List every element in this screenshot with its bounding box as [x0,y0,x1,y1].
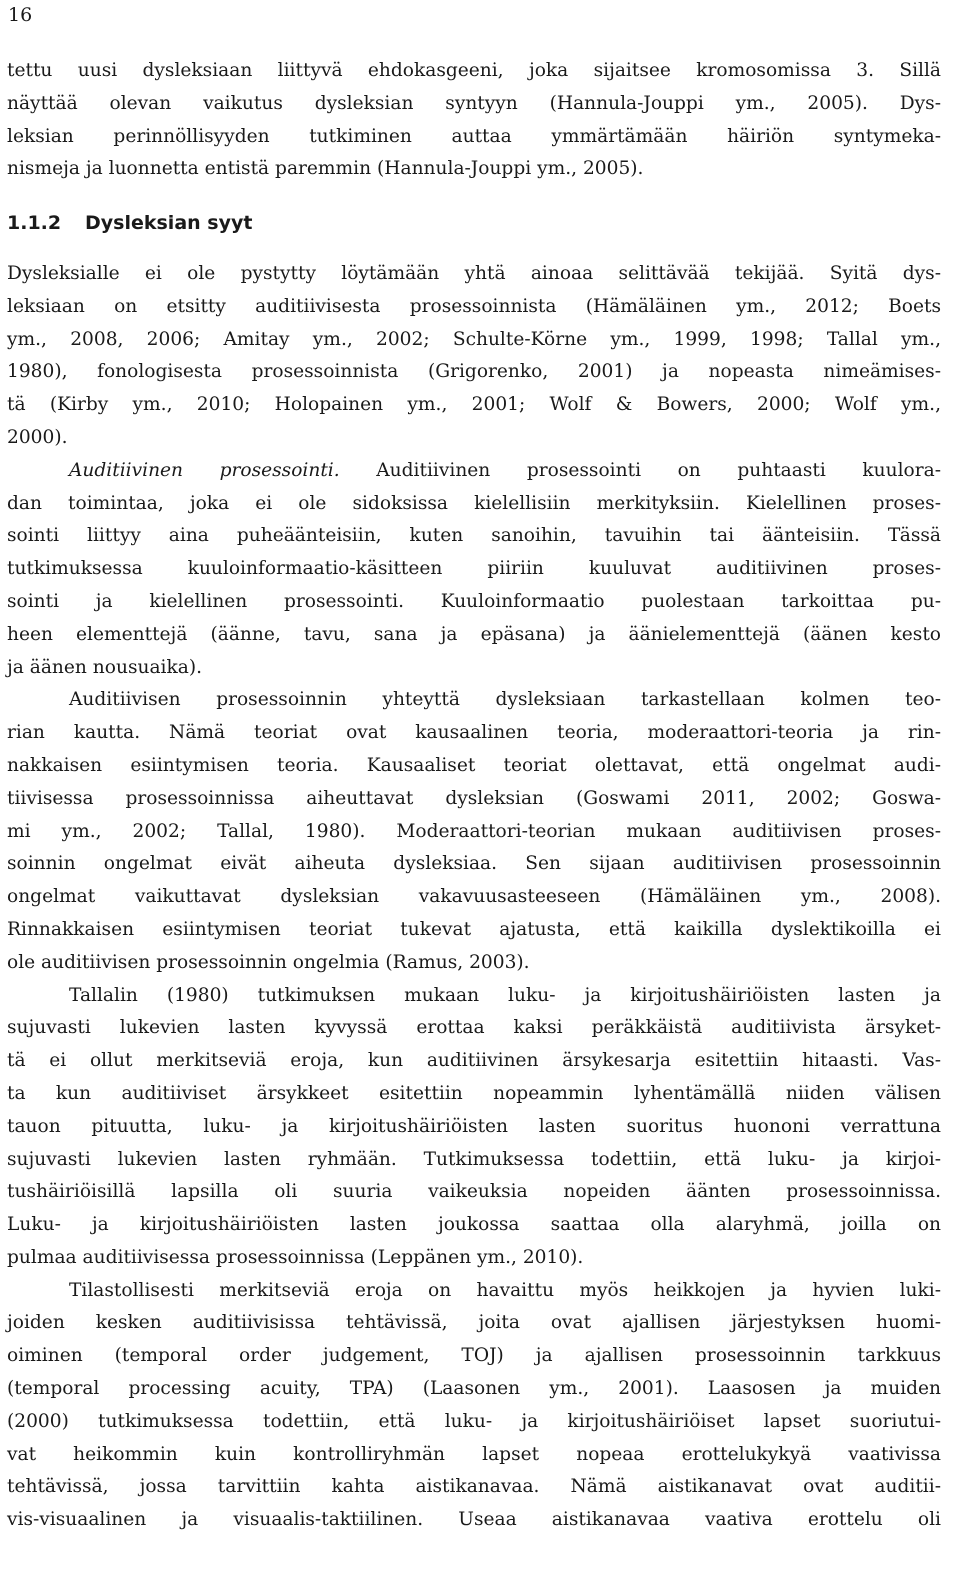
text-line: sujuvasti lukevien lasten ryhmään. Tutkimuksessa todettiin, että luku- ja kirjoi- [7,1148,941,1170]
text-line: Tallalin (1980) tutkimuksen mukaan luku- ja kirjoitushäiriöisten lasten ja [69,984,941,1006]
text-line: tä (Kirby ym., 2010; Holopainen ym., 2001; Wolf & Bowers, 2000; Wolf ym., [7,394,941,416]
text-line: rian kautta. Nämä teoriat ovat kausaalinen teoria, moderaattori-teoria ja rin- [7,722,941,744]
section-heading [7,207,941,240]
text-run: Auditiivinen prosessointi on puhtaasti kuulora- [339,459,941,481]
text-line: oiminen (temporal order judgement, TOJ) ja ajallisen prosessoinnin tarkkuus [7,1345,941,1367]
text-line: mi ym., 2002; Tallal, 1980). Moderaattori-teorian mukaan auditiivisen proses- [7,820,941,842]
text-line: tushäiriöisillä lapsilla oli suuria vaikeuksia nopeiden äänten prosessoinnissa. [7,1181,941,1203]
text-line: ym., 2008, 2006; Amitay ym., 2002; Schulte-Körne ym., 1999, 1998; Tallal ym., [7,328,941,350]
text-line: näyttää olevan vaikutus dysleksian syntyyn (Hannula-Jouppi ym., 2005). Dys- [7,92,941,114]
paragraph-theories [7,684,941,979]
text-line: ongelmat vaikuttavat dysleksian vakavuusasteeseen (Hämäläinen ym., 2008). [7,886,941,908]
text-line: tauon pituutta, luku- ja kirjoitushäiriöisten lasten suoritus huononi verrattuna [7,1115,941,1137]
text-line: ole auditiivisen prosessoinnin ongelmia (Ramus, 2003). [7,951,530,973]
text-line: 1980), fonologisesta prosessoinnista (Grigorenko, 2001) ja nopeasta nimeämises- [7,361,941,383]
text-line: tehtävissä, jossa tarvittiin kahta aistikanavaa. Nämä aistikanavat ovat auditii- [7,1476,941,1498]
text-line: ta kun auditiiviset ärsykkeet esitettiin nopeammin lyhentämällä niiden välisen [7,1082,941,1104]
text-line: (temporal processing acuity, TPA) (Laasonen ym., 2001). Laasosen ja muiden [7,1378,941,1400]
text-line: vis-visuaalinen ja visuaalis-taktiilinen. Useaa aistikanavaa vaativa erottelu oli [7,1509,941,1531]
text-line: joiden kesken auditiivisissa tehtävissä, joita ovat ajallisen järjestyksen huomi- [7,1312,941,1334]
intro-paragraph [7,55,941,186]
section-number: 1.1.2 [7,212,62,235]
text-line: Luku- ja kirjoitushäiriöisten lasten joukossa saattaa olla alaryhmä, joilla on [7,1214,941,1236]
text-line: sujuvasti lukevien lasten kyvyssä erottaa kaksi peräkkäistä auditiivista ärsyket- [7,1017,941,1039]
text-line: (2000) tutkimuksessa todettiin, että luku- ja kirjoitushäiriöiset lapset suoriutui- [7,1410,941,1432]
text-line [7,455,941,488]
run-in-term: Auditiivinen prosessointi. [69,459,340,481]
text-line: 2000). [7,426,68,448]
paragraph-statistics [7,1275,941,1537]
text-line: tutkimuksessa kuuloinformaatio-käsitteen piiriin kuuluvat auditiivinen proses- [7,558,941,580]
text-line: Rinnakkaisen esiintymisen teoriat tukevat ajatusta, että kaikilla dyslektikoilla ei [7,918,941,940]
text-line: tettu uusi dysleksiaan liittyvä ehdokasgeeni, joka sijaitsee kromosomissa 3. Sillä [7,60,941,81]
text-line: dan toimintaa, joka ei ole sidoksissa kielellisiin merkityksiin. Kielellinen proses- [7,492,941,514]
text-line: tä ei ollut merkitseviä eroja, kun auditiivinen ärsykesarja esitettiin hitaasti. Vas- [7,1050,941,1072]
text-line: leksiaan on etsitty auditiivisesta prosessoinnista (Hämäläinen ym., 2012; Boets [7,295,941,317]
text-line: heen elementtejä (äänne, tavu, sana ja epäsana) ja äänielementtejä (äänen kesto [7,623,941,645]
text-line: Dysleksialle ei ole pystytty löytämään yhtä ainoaa selittävää tekijää. Syitä dys- [7,262,941,284]
paragraph-causes [7,258,941,455]
text-line: tiivisessa prosessoinnissa aiheuttavat dysleksian (Goswami 2011, 2002; Goswa- [7,787,941,809]
paragraph-auditory-processing [7,455,941,685]
text-line: vat heikommin kuin kontrolliryhmän lapset nopeaa erottelukykyä vaativissa [7,1443,941,1465]
paragraph-tallal [7,980,941,1275]
text-line: soinnin ongelmat eivät aiheuta dysleksiaa. Sen sijaan auditiivisen prosessoinnin [7,853,941,875]
text-line: Tilastollisesti merkitseviä eroja on havaittu myös heikkojen ja hyvien luki- [69,1279,941,1301]
page-number: 16 [8,4,33,26]
text-line: nismeja ja luonnetta entistä paremmin (Hannula-Jouppi ym., 2005). [7,158,644,180]
text-line: pulmaa auditiivisessa prosessoinnissa (Leppänen ym., 2010). [7,1246,584,1268]
text-line: ja äänen nousuaika). [7,656,203,678]
text-line: leksian perinnöllisyyden tutkiminen auttaa ymmärtämään häiriön syntymeka- [7,125,941,147]
text-line: Auditiivisen prosessoinnin yhteyttä dysleksiaan tarkastellaan kolmen teo- [69,689,941,711]
text-line: sointi liittyy aina puheäänteisiin, kuten sanoihin, tavuihin tai äänteisiin. Tässä [7,525,941,547]
section-title: Dysleksian syyt [85,212,253,235]
text-line: nakkaisen esiintymisen teoria. Kausaaliset teoriat olettavat, että ongelmat audi- [7,754,941,776]
body-text [7,55,941,1537]
text-line: sointi ja kielellinen prosessointi. Kuuloinformaatio puolestaan tarkoittaa pu- [7,590,941,612]
